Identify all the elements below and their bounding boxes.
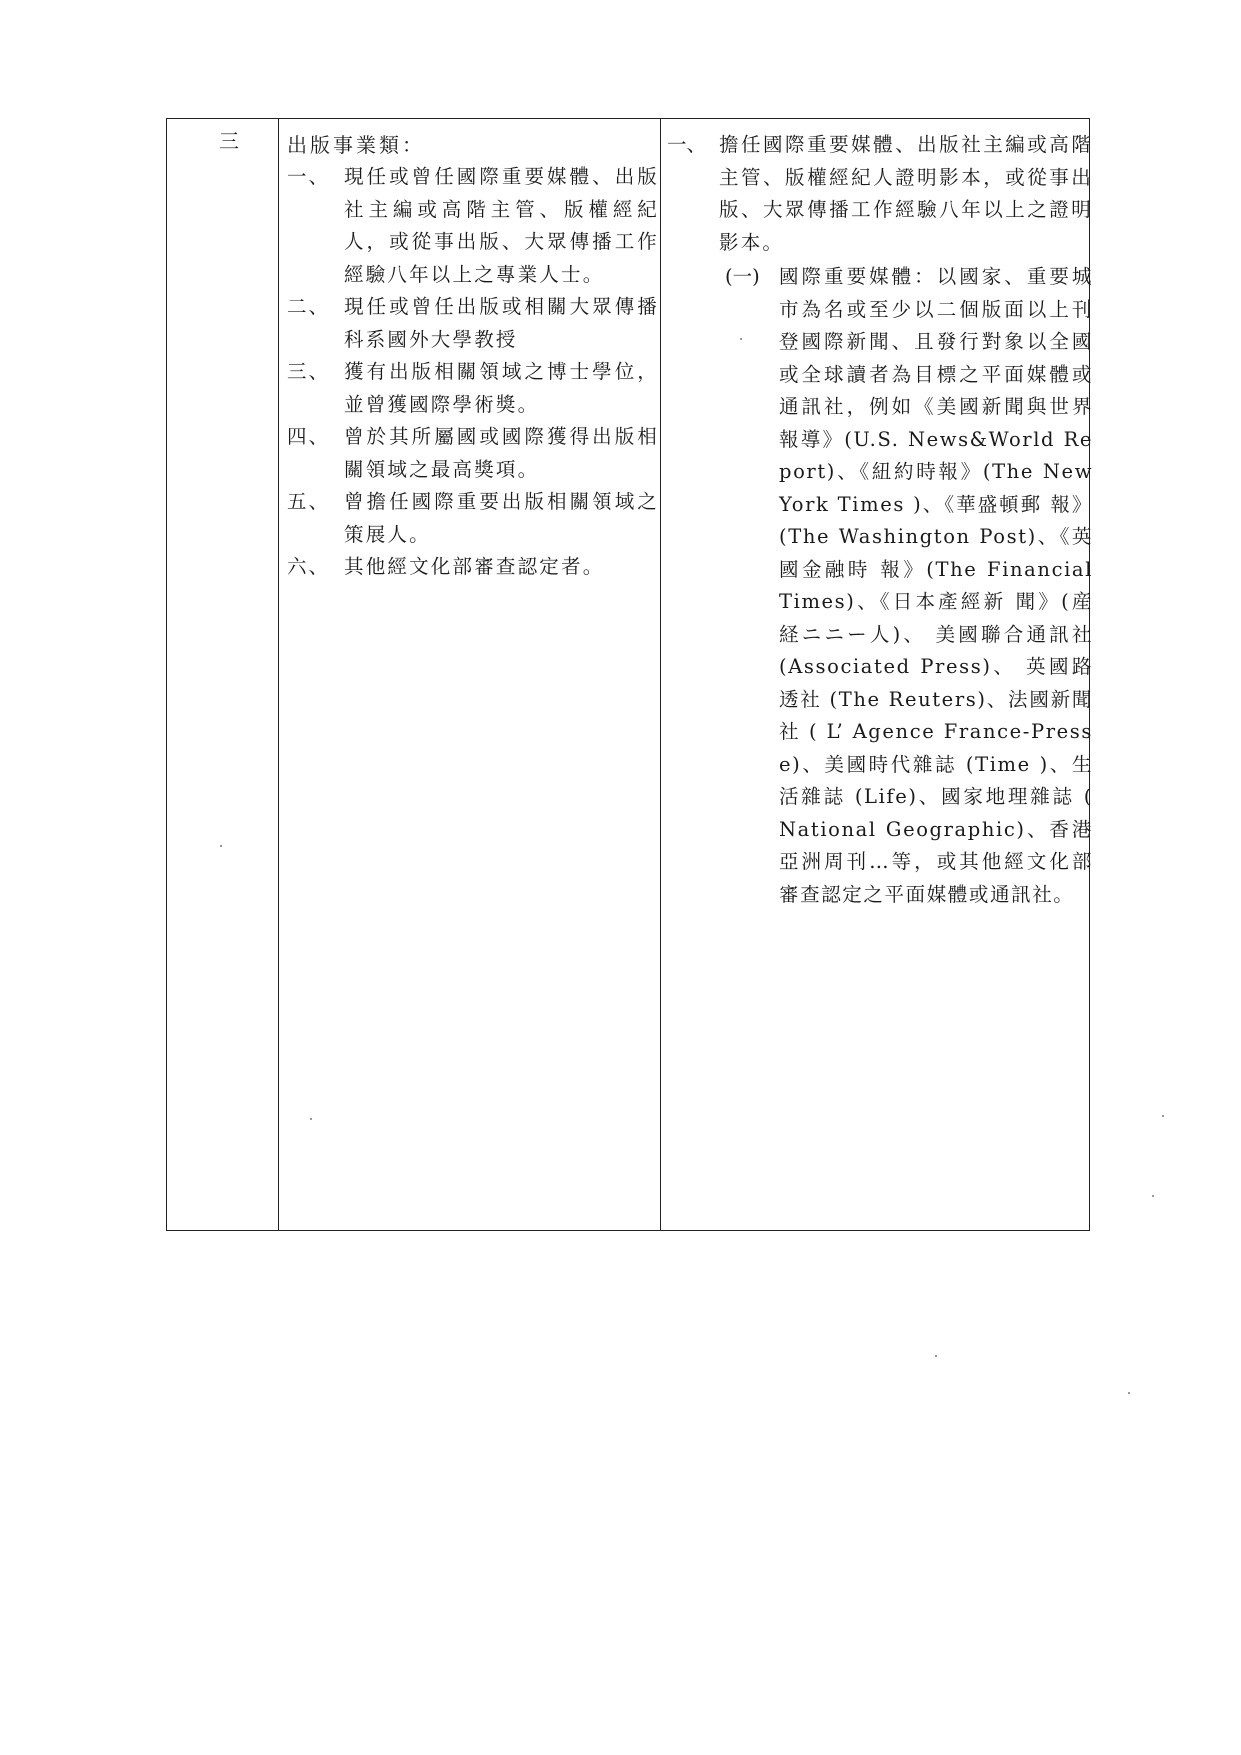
scan-speck — [220, 845, 222, 847]
list-item — [287, 161, 659, 291]
category-title: 出版事業類： — [287, 133, 425, 157]
requirements-table — [166, 118, 1093, 1231]
item-text: 曾擔任國際重要出版相關領域之策展人。 — [344, 490, 659, 546]
document-marker: 一、 — [667, 133, 707, 156]
item-marker: 三、 — [287, 360, 331, 383]
list-item — [287, 551, 659, 584]
document-text: 擔任國際重要媒體、出版社主編或高階主管、版權經紀人證明影本，或從事出版、大眾傳播工作經驗八年以上之證明影本。 — [719, 133, 1093, 254]
qualification-list — [287, 161, 659, 584]
list-item — [287, 356, 659, 421]
scan-speck — [1152, 1195, 1154, 1197]
scan-speck — [1162, 1115, 1164, 1117]
scan-speck — [310, 1118, 312, 1120]
item-marker: 二、 — [287, 295, 331, 318]
item-marker: 一、 — [287, 165, 331, 188]
sub-text: 國際重要媒體：以國家、重要城市為名或至少以二個版面以上刊登國際新聞、且發行對象以全國或全球讀者為目標之平面媒體或通訊社，例如《美國新聞與世界報導》(U.S. News&World Report)、《紐約時報》(The New York Times )、《華盛頓郵 報》(The Washington Post)、《英國金融時 報》(The Financial Times)、《日本產經新 聞》(産経ニニー人)、 美國聯合通訊社 (Associated Press)、 英國路透社 (The Reuters)、法國新聞社 ( L’ Agence France-Presse)、美國時代雜誌 (Time )、生活雜誌 (Life)、國家地理雜誌 ( National Geographic)、香港亞洲周刊…等，或其他經文化部審查認定之平面媒體或通訊社。 — [779, 265, 1093, 906]
item-text: 曾於其所屬國或國際獲得出版相關領域之最高獎項。 — [344, 425, 659, 481]
item-text: 現任或曾任國際重要媒體、出版社主編或高階主管、版權經紀人，或從事出版、大眾傳播工作經驗八年以上之專業人士。 — [344, 165, 659, 286]
scan-speck — [740, 338, 742, 340]
item-text: 獲有出版相關領域之博士學位，並曾獲國際學術獎。 — [344, 360, 659, 416]
scan-speck — [935, 1355, 937, 1357]
document-sub-requirement — [725, 261, 1093, 911]
scan-speck — [1128, 1392, 1130, 1394]
list-item — [287, 421, 659, 486]
number-column — [167, 119, 279, 1230]
item-marker: 六、 — [287, 555, 331, 578]
document-requirement — [667, 129, 1093, 259]
row-number: 三 — [219, 129, 240, 153]
sub-marker: (一) — [725, 265, 760, 288]
item-marker: 五、 — [287, 490, 331, 513]
item-text: 現任或曾任出版或相關大眾傳播科系國外大學教授 — [344, 295, 659, 351]
item-text: 其他經文化部審查認定者。 — [344, 555, 605, 578]
documents-column — [661, 119, 1093, 1230]
category-column — [279, 119, 661, 1230]
item-marker: 四、 — [287, 425, 331, 448]
list-item — [287, 291, 659, 356]
list-item — [287, 486, 659, 551]
